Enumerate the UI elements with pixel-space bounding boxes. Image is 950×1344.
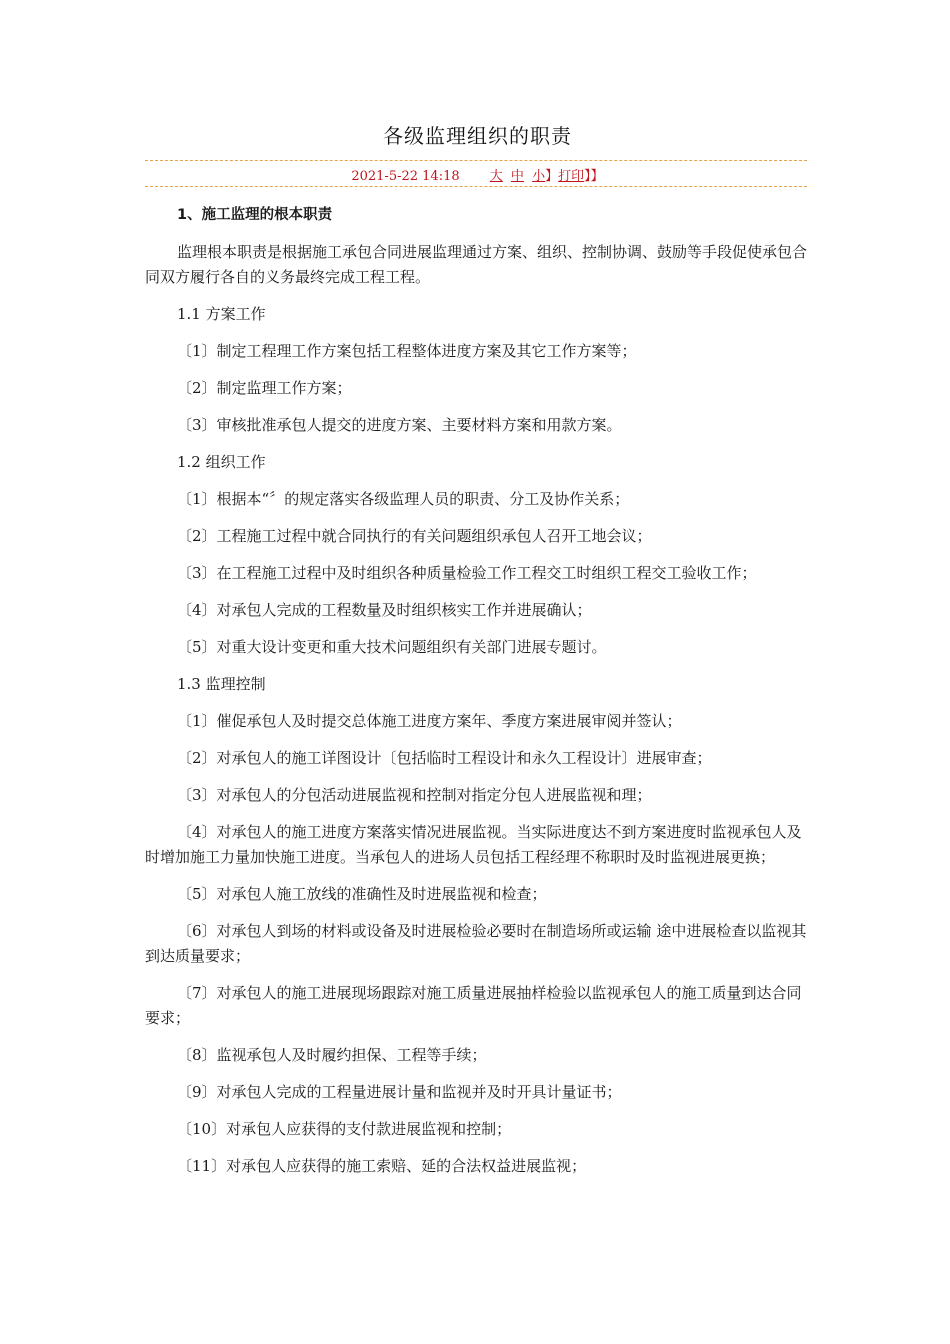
list-item: 〔1〕制定工程理工作方案包括工程整体进度方案及其它工作方案等； — [177, 342, 637, 360]
list-item: 〔2〕工程施工过程中就合同执行的有关问题组织承包人召开工地会议； — [177, 527, 652, 545]
list-item: 〔8〕监视承包人及时履约担保、工程等手续； — [177, 1046, 487, 1064]
page-title: 各级监理组织的职责 — [383, 124, 572, 148]
meta-bracket-end: 】】 — [584, 169, 604, 184]
font-size-small-link[interactable]: 小 — [532, 169, 546, 184]
section-heading: 1、施工监理的根本职责 — [177, 207, 333, 223]
list-item: 〔2〕对承包人的施工详图设计〔包括临时工程设计和永久工程设计〕进展审查； — [177, 749, 712, 767]
list-item: 〔1〕催促承包人及时提交总体施工进度方案年、季度方案进展审阅并签认； — [177, 712, 682, 730]
article-meta — [145, 165, 810, 184]
intro-paragraph: 监理根本职责是根据施工承包合同进展监理通过方案、组织、控制协调、鼓励等手段促使承包合同双方履行各自的义务最终完成工程工程。 — [145, 243, 808, 286]
subsection-heading-1-2: 1.2 组织工作 — [177, 453, 266, 471]
list-item: 〔5〕对承包人施工放线的准确性及时进展监视和检查； — [177, 885, 547, 903]
meta-bracket: 】 — [545, 169, 559, 184]
font-size-large-link[interactable]: 大 — [489, 169, 503, 184]
list-item: 〔6〕对承包人到场的材料或设备及时进展检验必要时在制造场所或运输 途中进展检查以监视其到达质量要求； — [145, 922, 807, 965]
subsection-heading-1-1: 1.1 方案工作 — [177, 305, 266, 323]
list-item: 〔2〕制定监理工作方案； — [177, 379, 352, 397]
list-item: 〔3〕在工程施工过程中及时组织各种质量检验工作工程交工时组织工程交工验收工作； — [177, 564, 757, 582]
print-link[interactable]: 打印 — [558, 169, 585, 184]
subsection-heading-1-3: 1.3 监理控制 — [177, 675, 266, 693]
article-body — [145, 203, 810, 1191]
list-item: 〔5〕对重大设计变更和重大技术问题组织有关部门进展专题讨。 — [177, 638, 607, 656]
list-item: 〔11〕对承包人应获得的施工索赔、延的合法权益进展监视； — [177, 1157, 587, 1175]
list-item: 〔4〕对承包人的施工进度方案落实情况进展监视。当实际进度达不到方案进度时监视承包人及时增加施工力量加快施工进度。当承包人的进场人员包括工程经理不称职时及时监视进展更换； — [145, 823, 802, 866]
publish-date: 2021-5-22 14:18 — [351, 169, 460, 184]
font-size-medium-link[interactable]: 中 — [510, 169, 524, 184]
list-item: 〔10〕对承包人应获得的支付款进展监视和控制； — [177, 1120, 512, 1138]
top-dashed-divider — [145, 160, 807, 161]
list-item: 〔9〕对承包人完成的工程量进展计量和监视并及时开具计量证书； — [177, 1083, 622, 1101]
list-item: 〔1〕根据本“〞的规定落实各级监理人员的职责、分工及协作关系； — [177, 490, 630, 508]
bottom-dashed-divider — [145, 186, 807, 187]
list-item: 〔3〕审核批准承包人提交的进度方案、主要材料方案和用款方案。 — [177, 416, 622, 434]
list-item: 〔7〕对承包人的施工进展现场跟踪对施工质量进展抽样检验以监视承包人的施工质量到达合同要求； — [145, 984, 802, 1027]
list-item: 〔4〕对承包人完成的工程数量及时组织核实工作并进展确认； — [177, 601, 592, 619]
list-item: 〔3〕对承包人的分包活动进展监视和控制对指定分包人进展监视和理； — [177, 786, 652, 804]
